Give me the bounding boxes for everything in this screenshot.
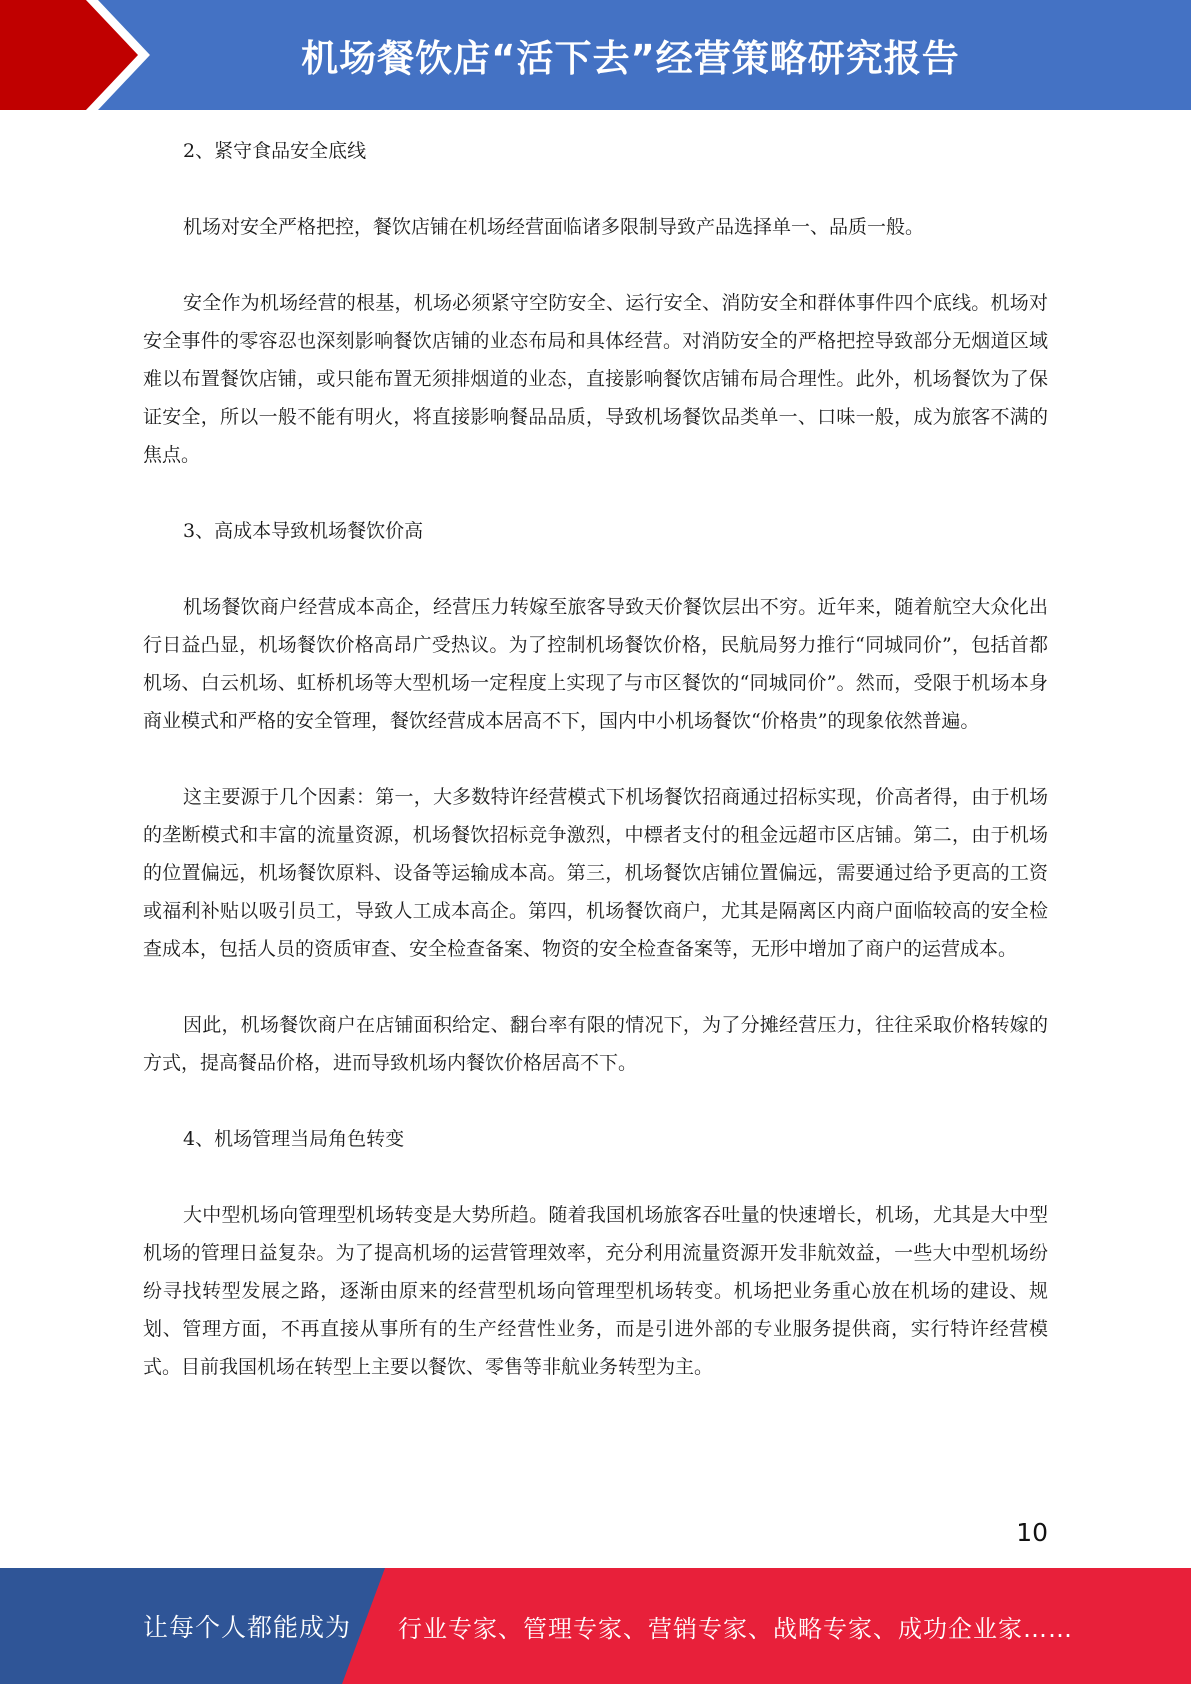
section-2-paragraph-1: 机场对安全严格把控，餐饮店铺在机场经营面临诸多限制导致产品选择单一、品质一般。	[183, 216, 925, 238]
section-2-heading: 2、紧守食品安全底线	[183, 140, 367, 162]
footer-slogan-left: 让每个人都能成为	[143, 1613, 352, 1642]
section-4-paragraph-1: 大中型机场向管理型机场转变是大势所趋。随着我国机场旅客吞吐量的快速增长，机场，尤其是大中型机场的管理日益复杂。为了提高机场的运营管理效率，充分利用流量资源开发非航效益，一些大中型机场纷纷寻找转型发展之路，逐渐由原来的经营型机场向管理型机场转变。机场把业务重心放在机场的建设、规划、管理方面，不再直接从事所有的生产经营性业务，而是引进外部的专业服务提供商，实行特许经营模式。目前我国机场在转型上主要以餐饮、零售等非航业务转型为主。	[143, 1204, 1048, 1378]
footer-slogan-right: 行业专家、管理专家、营销专家、战略专家、成功企业家……	[398, 1614, 1073, 1643]
document-body	[143, 132, 1048, 1424]
section-3-paragraph-1: 机场餐饮商户经营成本高企，经营压力转嫁至旅客导致天价餐饮层出不穷。近年来，随着航空大众化出行日益凸显，机场餐饮价格高昂广受热议。为了控制机场餐饮价格，民航局努力推行“同城同价”，包括首都机场、白云机场、虹桥机场等大型机场一定程度上实现了与市区餐饮的“同城同价”。然而，受限于机场本身商业模式和严格的安全管理，餐饮经营成本居高不下，国内中小机场餐饮“价格贵”的现象依然普遍。	[143, 596, 1048, 732]
section-3-heading: 3、高成本导致机场餐饮价高	[183, 520, 424, 542]
header-banner	[0, 0, 1191, 110]
section-3-paragraph-2: 这主要源于几个因素：第一，大多数特许经营模式下机场餐饮招商通过招标实现，价高者得，由于机场的垄断模式和丰富的流量资源，机场餐饮招标竞争激烈，中標者支付的租金远超市区店铺。第二，由于机场的位置偏远，机场餐饮原料、设备等运输成本高。第三，机场餐饮店铺位置偏远，需要通过给予更高的工资或福利补贴以吸引员工，导致人工成本高企。第四，机场餐饮商户，尤其是隔离区内商户面临较高的安全检查成本，包括人员的资质审查、安全检查备案、物资的安全检查备案等，无形中增加了商户的运营成本。	[143, 786, 1048, 960]
section-4-heading: 4、机场管理当局角色转变	[183, 1128, 405, 1150]
header-red-chevron	[0, 0, 150, 110]
section-3-paragraph-3: 因此，机场餐饮商户在店铺面积给定、翻台率有限的情况下，为了分摊经营压力，往往采取价格转嫁的方式，提高餐品价格，进而导致机场内餐饮价格居高不下。	[143, 1014, 1048, 1074]
document-title: 机场餐饮店“活下去”经营策略研究报告	[301, 37, 960, 80]
footer-banner	[0, 1568, 1191, 1684]
section-2-paragraph-2: 安全作为机场经营的根基，机场必须紧守空防安全、运行安全、消防安全和群体事件四个底线。机场对安全事件的零容忍也深刻影响餐饮店铺的业态布局和具体经营。对消防安全的严格把控导致部分无烟道区域难以布置餐饮店铺，或只能布置无须排烟道的业态，直接影响餐饮店铺布局合理性。此外，机场餐饮为了保证安全，所以一般不能有明火，将直接影响餐品品质，导致机场餐饮品类单一、口味一般，成为旅客不满的焦点。	[143, 292, 1048, 466]
page-number: 10	[1016, 1518, 1048, 1547]
